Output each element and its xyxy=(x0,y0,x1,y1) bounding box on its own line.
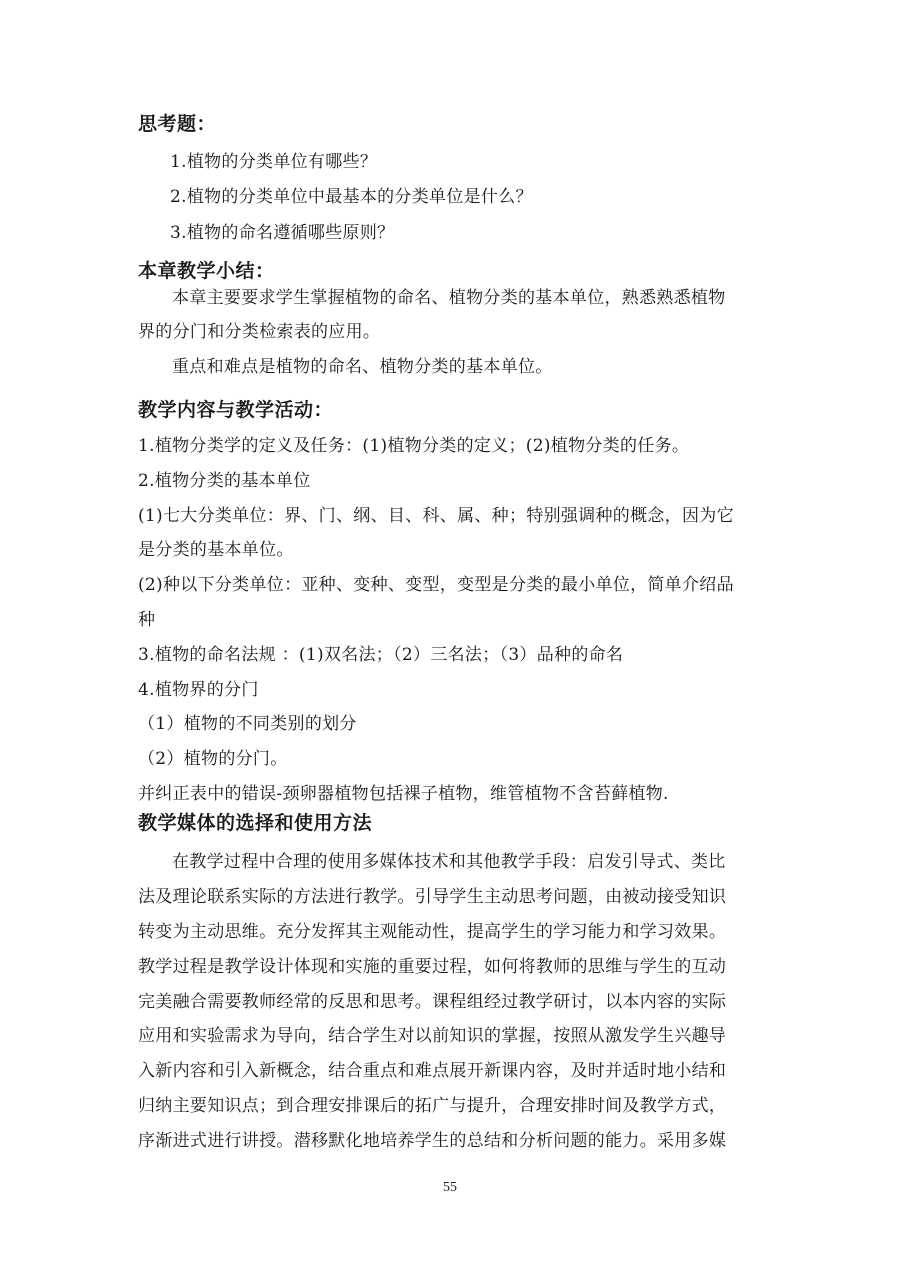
media-line: 归纳主要知识点；到合理安排课后的拓广与提升，合理安排时间及教学方式， xyxy=(138,1096,727,1116)
media-line: 入新内容和引入新概念，结合重点和难点展开新课内容，及时并适时地小结和 xyxy=(138,1061,727,1081)
content-line: （2）植物的分门。 xyxy=(138,749,288,769)
questions-heading: 思考题： xyxy=(138,113,217,135)
summary-line: 重点和难点是植物的命名、植物分类的基本单位。 xyxy=(172,357,553,377)
question-item: 2.植物的分类单位中最基本的分类单位是什么？ xyxy=(170,187,533,207)
media-line: 序渐进式进行讲授。潜移默化地培养学生的总结和分析问题的能力。采用多媒 xyxy=(138,1131,727,1151)
media-line: 教学过程是教学设计体现和实施的重要过程，如何将教师的思维与学生的互动 xyxy=(138,957,727,977)
question-item: 3.植物的命名遵循哪些原则？ xyxy=(170,223,395,243)
content-line: (1)七大分类单位：界、门、纲、目、科、属、种；特别强调种的概念，因为它 xyxy=(138,506,734,526)
summary-heading: 本章教学小结： xyxy=(138,260,275,282)
media-heading: 教学媒体的选择和使用方法 xyxy=(138,812,373,834)
content-line: （1）植物的不同类别的划分 xyxy=(138,714,357,734)
content-line: 是分类的基本单位。 xyxy=(138,540,294,560)
media-line: 法及理论联系实际的方法进行教学。引导学生主动思考问题，由被动接受知识 xyxy=(138,887,727,907)
page-number: 55 xyxy=(443,1180,457,1195)
media-line: 转变为主动思维。充分发挥其主观能动性，提高学生的学习能力和学习效果。 xyxy=(138,922,727,942)
media-line: 在教学过程中合理的使用多媒体技术和其他教学手段：启发引导式、类比 xyxy=(172,852,726,872)
media-line: 应用和实验需求为导向，结合学生对以前知识的掌握，按照从激发学生兴趣导 xyxy=(138,1026,727,1046)
content-line: 4.植物界的分门 xyxy=(138,680,259,700)
content-heading: 教学内容与教学活动： xyxy=(138,399,334,421)
content-line: 2.植物分类的基本单位 xyxy=(138,471,311,491)
content-line: 3.植物的命名法规 ：(1)双名法；（2）三名法；（3）品种的命名 xyxy=(138,645,624,665)
content-line: (2)种以下分类单位：亚种、变种、变型，变型是分类的最小单位，简单介绍品 xyxy=(138,575,734,595)
question-item: 1.植物的分类单位有哪些？ xyxy=(170,152,378,172)
content-line: 1.植物分类学的定义及任务：(1)植物分类的定义；(2)植物分类的任务。 xyxy=(138,436,690,456)
media-line: 完美融合需要教师经常的反思和思考。课程组经过教学研讨，以本内容的实际 xyxy=(138,992,727,1012)
summary-line: 本章主要要求学生掌握植物的命名、植物分类的基本单位，熟悉熟悉植物 xyxy=(172,288,726,308)
summary-line: 界的分门和分类检索表的应用。 xyxy=(138,322,381,342)
content-line: 并纠正表中的错误-颈卵器植物包括裸子植物，维管植物不含苔藓植物. xyxy=(138,784,669,804)
content-line: 种 xyxy=(138,610,156,630)
